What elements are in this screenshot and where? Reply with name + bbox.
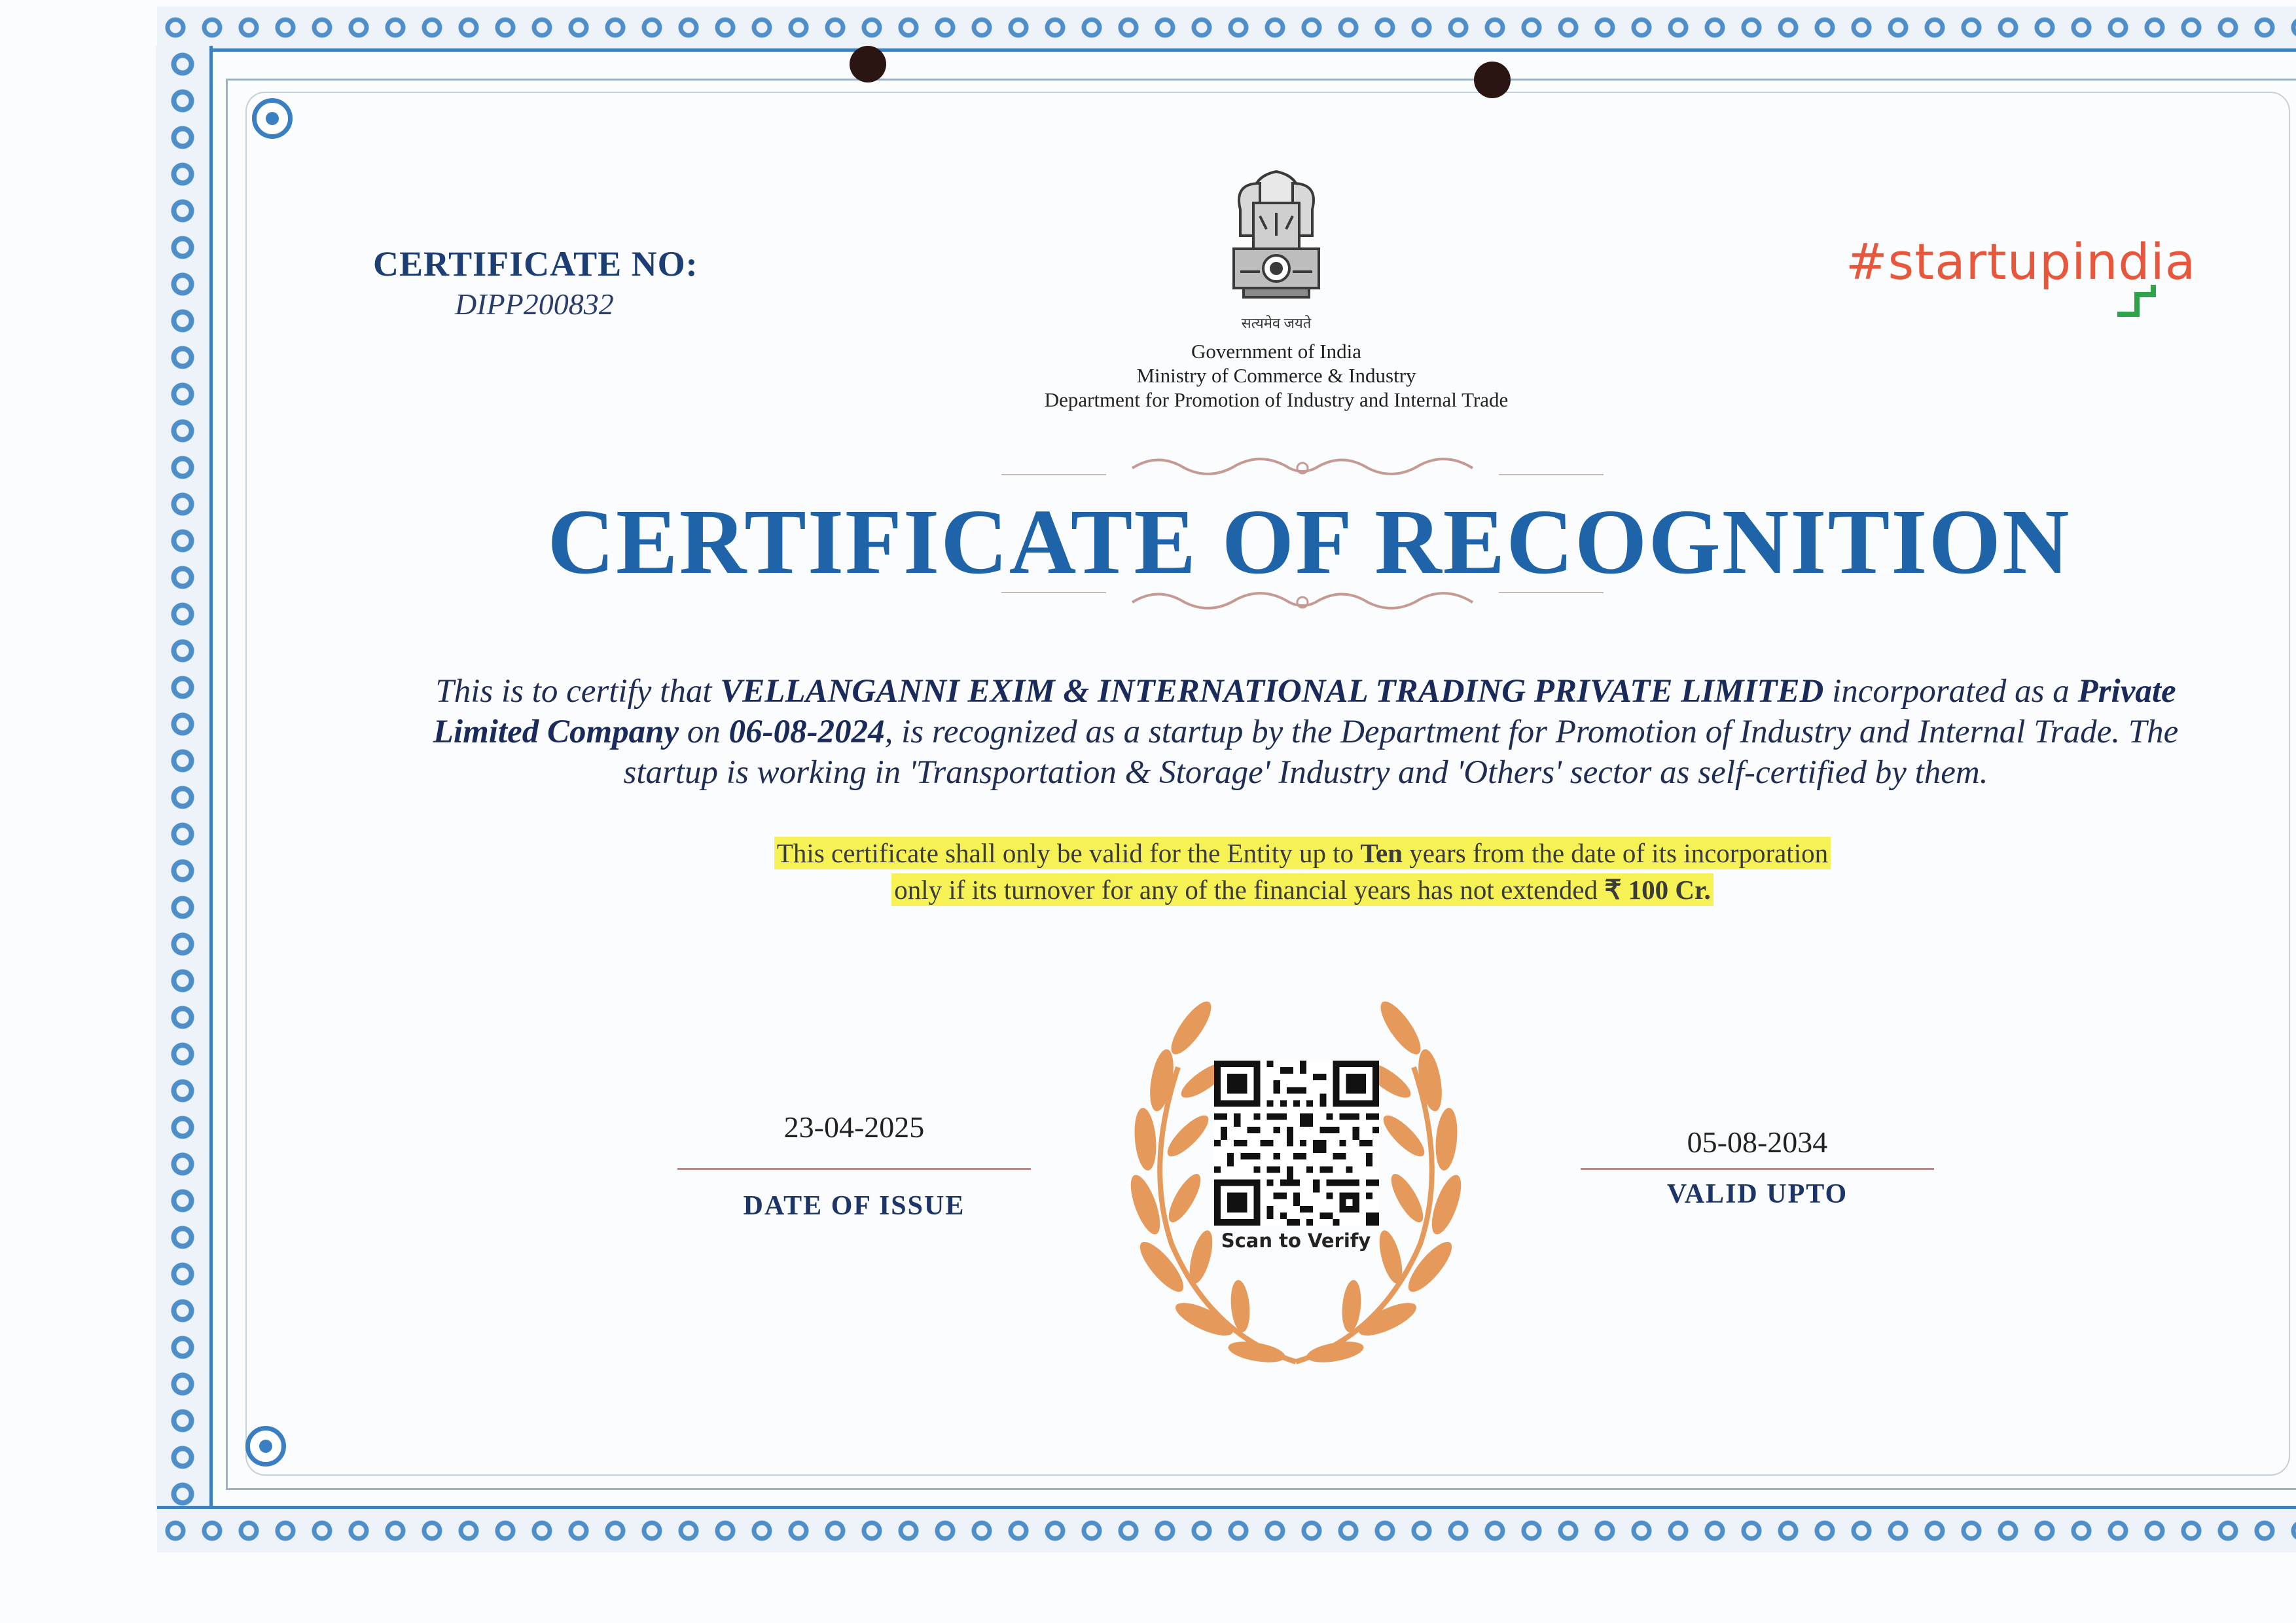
validity-clause xyxy=(668,835,1937,908)
certification-statement xyxy=(406,671,2206,793)
company-name: VELLANGANNI EXIM & INTERNATIONAL TRADING PRIVATE LIMITED xyxy=(720,673,1824,710)
validity-part-2: years from the date of its incorporation xyxy=(1409,838,1829,868)
emblem-motto: सत्यमेव जयते xyxy=(1241,315,1312,331)
certificate-number-label: CERTIFICATE NO: xyxy=(373,244,698,283)
gov-line-3: Department for Promotion of Industry and Internal Trade xyxy=(1044,388,1509,411)
validity-years: Ten xyxy=(1360,838,1403,868)
statement-on: on xyxy=(687,714,721,750)
validity-part-3: only if its turnover for any of the financial years has not extended xyxy=(894,875,1598,905)
valid-upto-line xyxy=(1581,1168,1934,1170)
issue-date: 23-04-2025 xyxy=(783,1110,925,1144)
issue-date-line xyxy=(677,1168,1031,1170)
gov-line-1: Government of India xyxy=(1191,340,1361,363)
incorporation-date: 06-08-2024 xyxy=(728,714,885,750)
national-emblem-icon xyxy=(1214,157,1338,334)
statement-recognized: , is recognized as a startup by the Department for Promotion of Industry and Internal Trade. The startup is working in 'Transportation & Storage' Industry and 'Others' sector as self-certified by them. xyxy=(623,714,2179,791)
company-type: Private Limited Company xyxy=(433,673,2176,750)
certificate-number-value: DIPP200832 xyxy=(455,287,614,321)
valid-upto-label: VALID UPTO xyxy=(1666,1179,1848,1209)
pin-hole-icon xyxy=(850,46,886,82)
border-bottom xyxy=(157,1506,2296,1552)
border-left xyxy=(156,46,213,1512)
gov-line-2: Ministry of Commerce & Industry xyxy=(1136,364,1416,387)
valid-upto-date: 05-08-2034 xyxy=(1687,1125,1828,1159)
pin-hole-icon xyxy=(1474,62,1511,98)
corner-ornament-icon xyxy=(252,98,293,139)
statement-intro: This is to certify that xyxy=(435,673,712,710)
ornament-divider-top-icon xyxy=(1001,439,1604,491)
startupindia-logo: #startupindia xyxy=(1846,232,2197,291)
verification-qr-code[interactable] xyxy=(1214,1061,1379,1226)
issue-date-label: DATE OF ISSUE xyxy=(743,1191,965,1221)
startupindia-step-icon xyxy=(2114,282,2173,321)
statement-incorporated: incorporated as a xyxy=(1832,673,2070,710)
certificate-title: CERTIFICATE OF RECOGNITION xyxy=(547,490,2071,593)
corner-ornament-icon xyxy=(245,1426,286,1467)
ornament-divider-bottom-icon xyxy=(1001,576,1604,629)
validity-part-1: This certificate shall only be valid for the Entity up to xyxy=(776,838,1354,868)
turnover-limit: ₹ 100 Cr. xyxy=(1604,875,1711,905)
qr-caption: Scan to Verify xyxy=(1221,1230,1371,1252)
border-top xyxy=(157,7,2296,52)
